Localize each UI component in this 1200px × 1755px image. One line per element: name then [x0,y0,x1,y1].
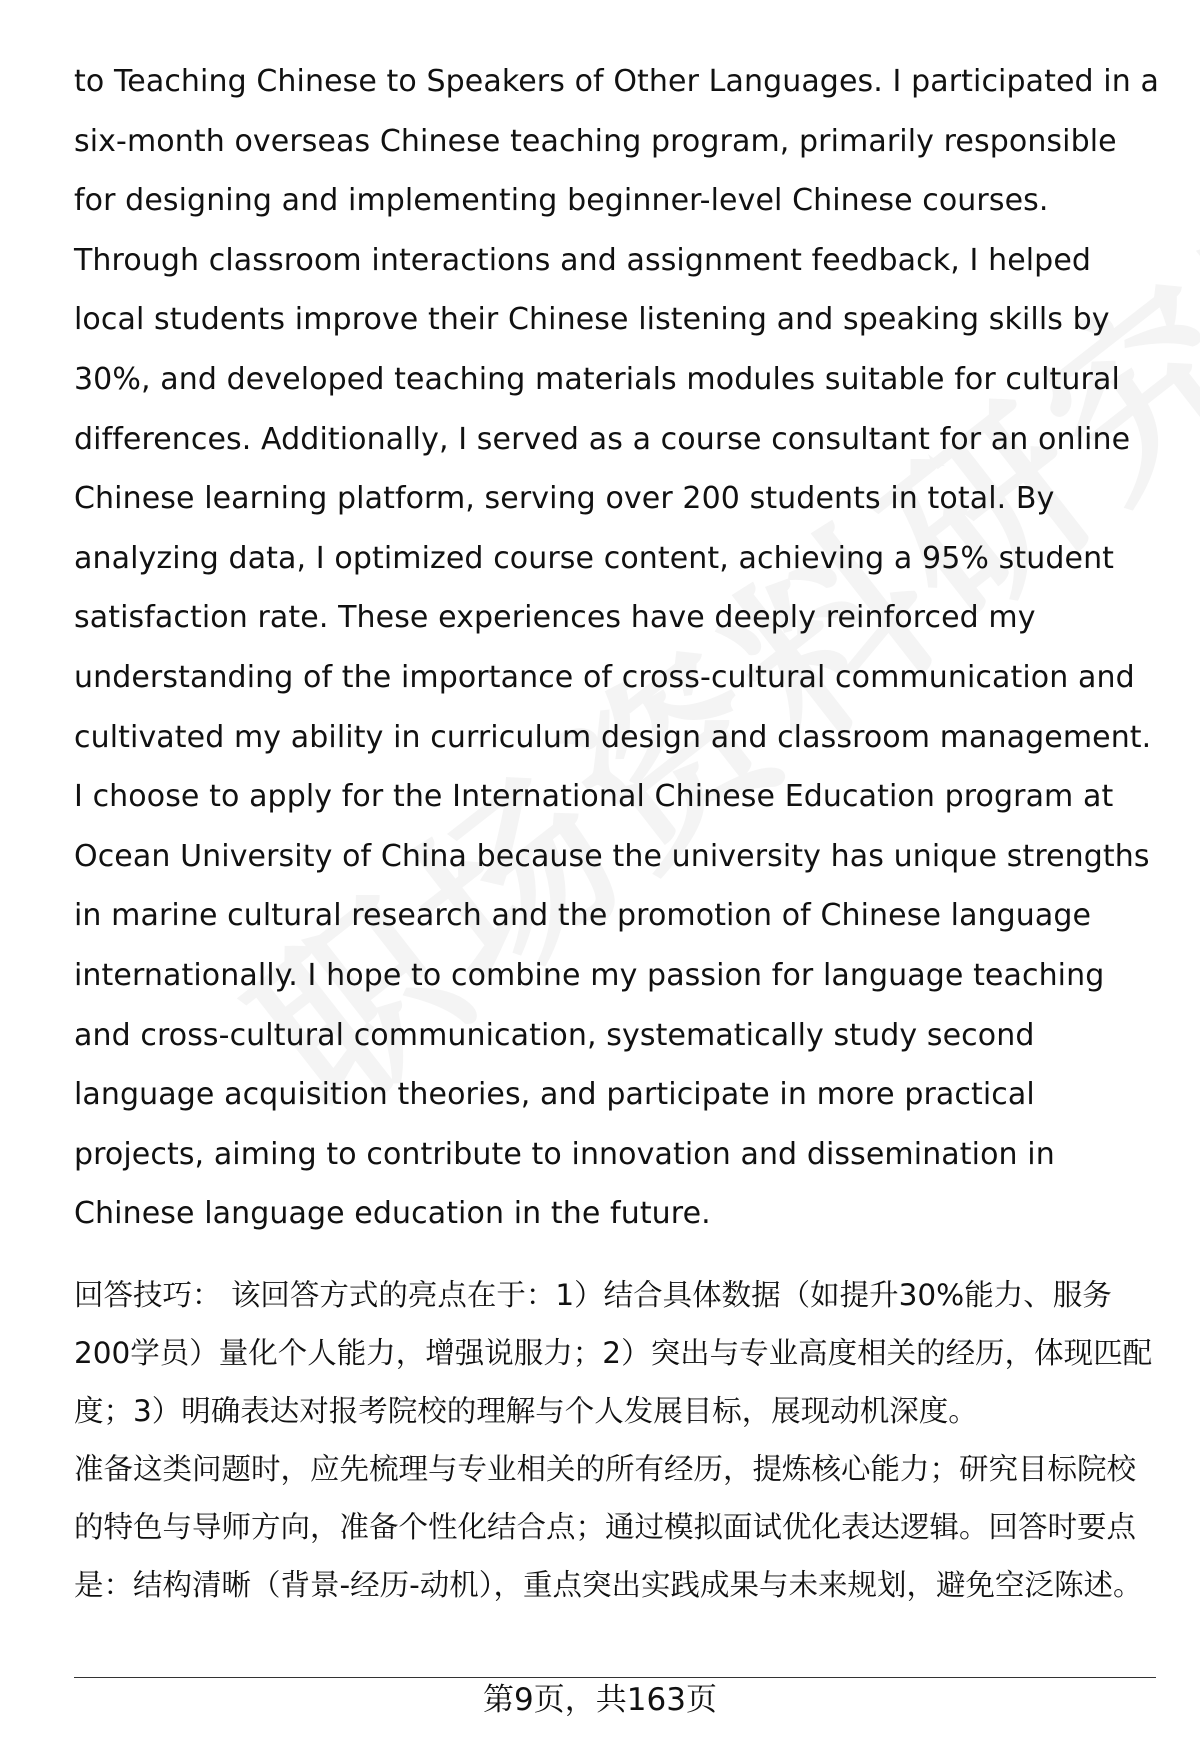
page-number: 第9页，共163页 [483,1682,717,1718]
tips-section [74,1266,1164,1614]
page-content [74,52,1164,1614]
footer-divider [74,1677,1156,1678]
answer-paragraph: to Teaching Chinese to Speakers of Other Languages. I participated in a six-month overseas Chinese teaching program, primarily responsible for designing and implementing beginner-level Chinese courses. Through classroom interactions and assignment feedback, I helped local students improve their Chinese listening and speaking skills by 30%, and developed teaching materials modules suitable for cultural differences. Additionally, I served as a course consultant for an online Chinese learning platform, serving over 200 students in total. By analyzing data, I optimized course content, achieving a 95% student satisfaction rate. These experiences have deeply reinforced my understanding of the importance of cross-cultural communication and cultivated my ability in curriculum design and classroom management. I choose to apply for the International Chinese Education program at Ocean University of China because the university has unique strengths in marine cultural research and the promotion of Chinese language internationally. I hope to combine my passion for language teaching and cross-cultural communication, systematically study second language acquisition theories, and participate in more practical projects, aiming to contribute to innovation and dissemination in Chinese language education in the future. [74,64,1159,1232]
preparation-tip: 准备这类问题时，应先梳理与专业相关的所有经历，提炼核心能力；研究目标院校的特色与导师方向，准备个性化结合点；通过模拟面试优化表达逻辑。回答时要点是：结构清晰（背景-经历-动机），重点突出实践成果与未来规划，避免空泛陈述。 [74,1451,1143,1602]
answer-tip: 回答技巧： 该回答方式的亮点在于：1）结合具体数据（如提升30%能力、服务200学员）量化个人能力，增强说服力；2）突出与专业高度相关的经历，体现匹配度；3）明确表达对报考院校的理解与个人发展目标，展现动机深度。 [74,1277,1153,1428]
